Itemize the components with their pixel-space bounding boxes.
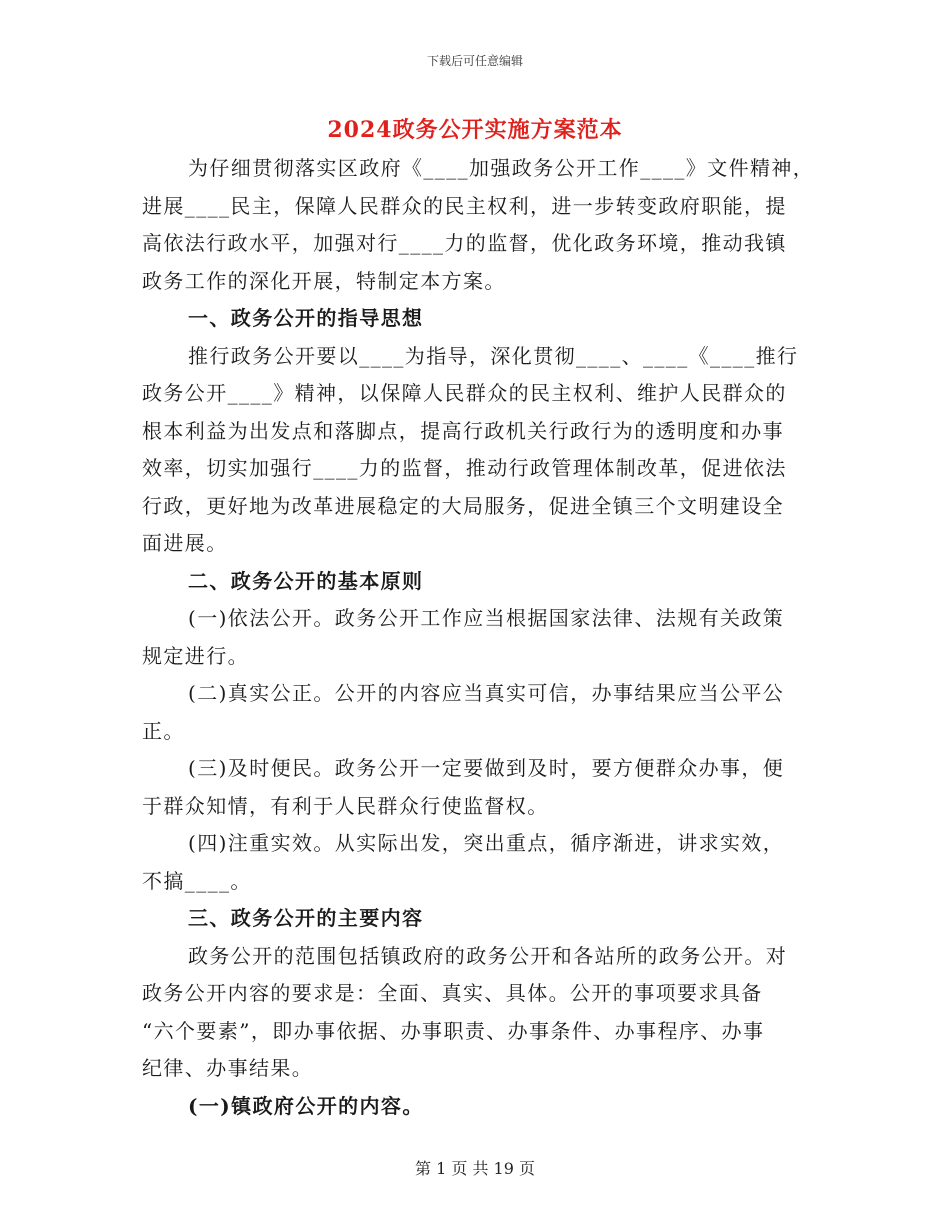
section-heading-2: 二、政务公开的基本原则 (188, 568, 424, 593)
text-line: 政务公开内容的要求是：全面、真实、具体。公开的事项要求具备 (142, 981, 763, 1005)
text-line: 行政，更好地为改革进展稳定的大局服务，促进全镇三个文明建设全 (142, 493, 784, 518)
text-line: (二)真实公正。公开的内容应当真实可信，办事结果应当公平公 (188, 681, 785, 705)
text-line: “六个要素”，即办事依据、办事职责、办事条件、办事程序、办事 (142, 1018, 765, 1043)
text-line: 根本利益为出发点和落脚点，提高行政机关行政行为的透明度和办事 (142, 418, 784, 443)
intro-paragraph (142, 150, 815, 300)
main-content-paragraph (142, 938, 808, 1088)
guiding-thought-paragraph (142, 338, 808, 563)
principle-paragraph-1 (142, 600, 808, 675)
principle-paragraph-4 (142, 825, 808, 900)
principle-paragraph-2 (142, 675, 808, 750)
text-line: (一)依法公开。政务公开工作应当根据国家法律、法规有关政策 (188, 606, 785, 630)
page-footer: 第 1 页 共 19 页 (415, 1159, 535, 1178)
document-body (142, 150, 815, 1125)
text-line: 面进展。 (142, 531, 228, 555)
text-line: 高依法行政水平，加强对行____力的监督，优化政务环境，推动我镇 (142, 231, 787, 255)
header-note: 下载后可任意编辑 (426, 54, 523, 68)
text-line: 正。 (142, 718, 185, 743)
text-line: 于群众知情，有利于人民群众行使监督权。 (142, 793, 549, 818)
text-line: 规定进行。 (142, 643, 249, 668)
section-heading-1: 一、政务公开的指导思想 (188, 306, 424, 330)
text-line: 不搞____。 (142, 868, 252, 893)
section-heading-3: 三、政务公开的主要内容 (188, 906, 424, 930)
subsection-heading: (一)镇政府公开的内容。 (188, 1093, 424, 1118)
document-title: 2024政务公开实施方案范本 (327, 117, 623, 143)
text-line: (四)注重实效。从实际出发，突出重点，循序渐进，讲求实效， (188, 831, 785, 855)
text-line: 政务公开的范围包括镇政府的政务公开和各站所的政务公开。对 (188, 943, 788, 968)
text-line: 为仔细贯彻落实区政府《____加强政务公开工作____》文件精神， (188, 156, 815, 180)
text-line: 政务公开____》精神，以保障人民群众的民主权利、维护人民群众的 (142, 381, 787, 405)
text-line: 进展____民主，保障人民群众的民主权利，进一步转变政府职能，提 (142, 193, 787, 218)
text-line: 政务工作的深化开展，特制定本方案。 (142, 268, 506, 293)
principle-paragraph-3 (142, 750, 808, 825)
text-line: 效率，切实加强行____力的监督，推动行政管理体制改革，促进依法 (142, 456, 787, 480)
text-line: 推行政务公开要以____为指导，深化贯彻____、____《____推行 (188, 343, 799, 368)
text-line: 纪律、办事结果。 (142, 1056, 314, 1080)
text-line: (三)及时便民。政务公开一定要做到及时，要方便群众办事，便 (188, 756, 785, 780)
